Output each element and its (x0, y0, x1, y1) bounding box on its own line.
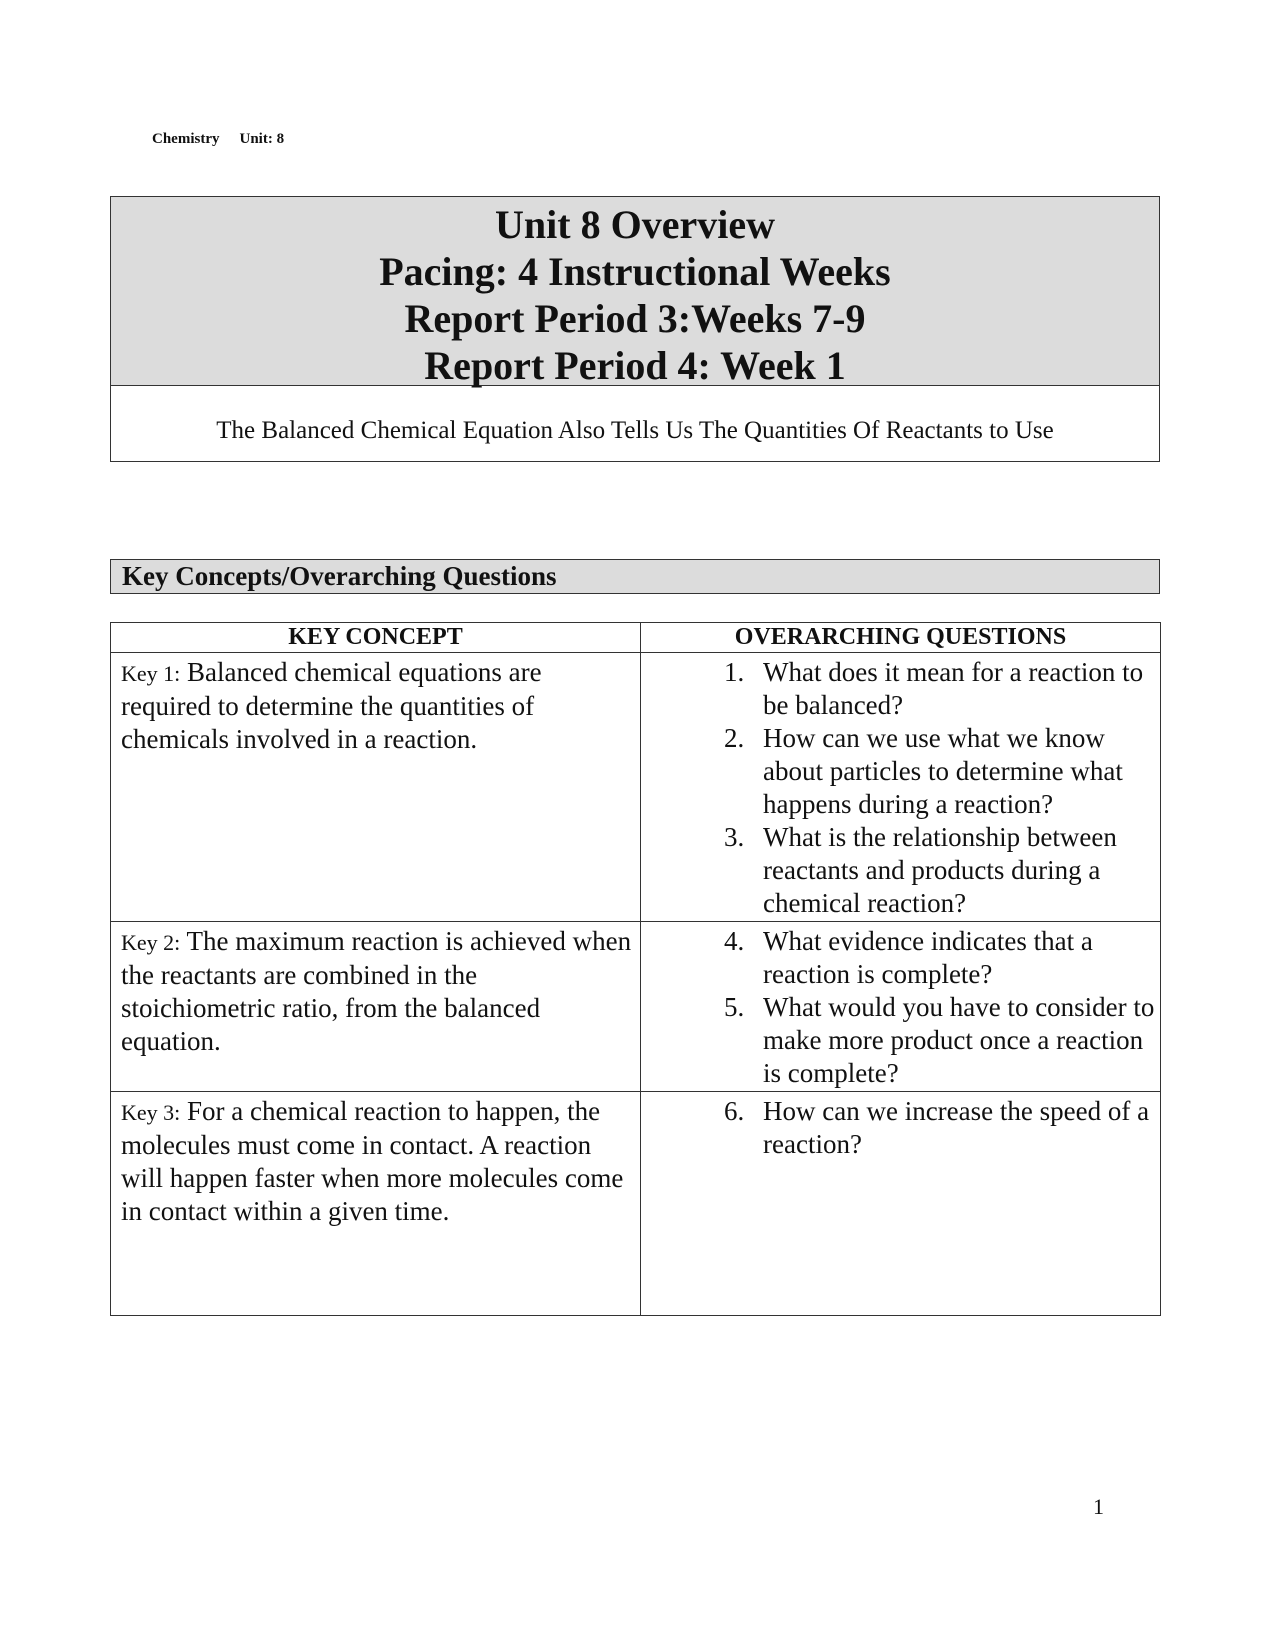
questions-cell (641, 922, 1161, 1092)
question-text: How can we use what we know about particles to determine what happens during a reaction? (763, 723, 1123, 819)
list-item (641, 656, 1160, 722)
question-number: 4. (724, 926, 745, 956)
key-text: For a chemical reaction to happen, the molecules must come in contact. A reaction will happen faster when more molecules come in contact within a given time. (121, 1096, 624, 1226)
key-text: The maximum reaction is achieved when the reactants are combined in the stoichiometric ratio, from the balanced equation. (121, 926, 632, 1056)
key-concept-cell (111, 1092, 641, 1316)
overview-pacing: Pacing: 4 Instructional Weeks (379, 249, 891, 294)
table-row (111, 653, 1161, 922)
key-concepts-table (110, 622, 1161, 1316)
page-number: 1 (1093, 1494, 1104, 1519)
question-text: How can we increase the speed of a reaction? (763, 1096, 1150, 1159)
list-item (641, 1095, 1160, 1161)
key-concept-cell (111, 922, 641, 1092)
questions-cell (641, 653, 1161, 922)
question-number: 1. (724, 657, 745, 687)
list-item (641, 821, 1160, 920)
question-number: 3. (724, 822, 745, 852)
key-text: Balanced chemical equations are required to determine the quantities of chemicals involved in a reaction. (121, 657, 542, 754)
question-number: 6. (724, 1096, 745, 1126)
question-number: 2. (724, 723, 745, 753)
question-text: What evidence indicates that a reaction is complete? (763, 926, 1093, 989)
list-item (641, 722, 1160, 821)
key-concepts-section-title: Key Concepts/Overarching Questions (110, 559, 1160, 594)
question-list (641, 1092, 1160, 1161)
questions-cell (641, 1092, 1161, 1316)
question-text: What is the relationship between reactants and products during a chemical reaction? (763, 822, 1117, 918)
header-subject: Chemistry (152, 131, 220, 147)
column-header-overarching-questions: OVERARCHING QUESTIONS (641, 623, 1161, 653)
overview-box (110, 196, 1160, 462)
overview-subtitle: The Balanced Chemical Equation Also Tells Us The Quantities Of Reactants to Use (216, 417, 1054, 444)
list-item (641, 925, 1160, 991)
question-number: 5. (724, 992, 745, 1022)
question-list (641, 653, 1160, 920)
key-label: Key 2: (121, 930, 181, 955)
table-header-row (111, 623, 1161, 653)
column-header-key-concept: KEY CONCEPT (111, 623, 641, 653)
list-item (641, 991, 1160, 1090)
table-row (111, 922, 1161, 1092)
header-unit: Unit: 8 (239, 131, 285, 147)
question-list (641, 922, 1160, 1090)
overview-report-period-4: Report Period 4: Week 1 (424, 343, 846, 388)
question-text: What would you have to consider to make more product once a reaction is complete? (763, 992, 1155, 1088)
overview-report-period-3: Report Period 3:Weeks 7-9 (404, 296, 866, 341)
key-label: Key 3: (121, 1100, 181, 1125)
table-row (111, 1092, 1161, 1316)
question-text: What does it mean for a reaction to be balanced? (763, 657, 1144, 720)
key-concept-cell (111, 653, 641, 922)
running-header (152, 131, 284, 148)
overview-title-block (111, 197, 1159, 386)
overview-title: Unit 8 Overview (495, 202, 775, 247)
key-label: Key 1: (121, 661, 181, 686)
